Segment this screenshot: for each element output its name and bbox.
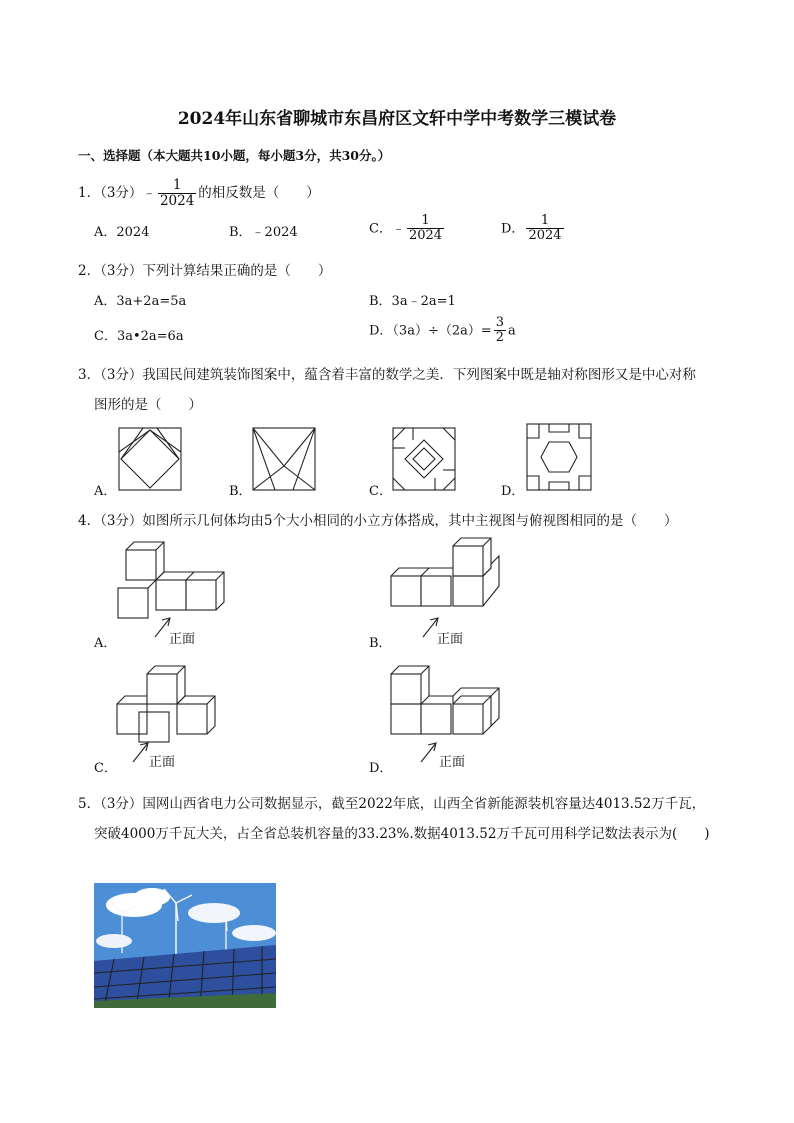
q3-pattern-c	[393, 428, 455, 490]
q3-option-c[interactable]: C．	[369, 484, 392, 499]
section-heading: 一、选择题（本大题共10小题，每小题3分，共30分。）	[78, 148, 391, 163]
q1-suffix: 的相反数是（ ）	[198, 184, 320, 201]
question-4-stem: 4．（3分）如图所示几何体均由5个大小相同的小立方体搭成，其中主视图与俯视图相同的是（ ）	[78, 513, 678, 529]
q2-option-a[interactable]: A．3a+2a=5a	[94, 294, 187, 309]
q4-figure-d	[391, 662, 507, 738]
q4-arrow-d	[419, 740, 439, 764]
q1-option-b[interactable]: B．﹣2024	[229, 225, 298, 240]
q4-arrow-c	[131, 740, 151, 764]
q2-option-b[interactable]: B．3a﹣2a=1	[369, 294, 456, 309]
q1-option-d[interactable]: D． $\frac{1}{2024}$	[501, 213, 562, 244]
q3-pattern-d	[527, 424, 591, 490]
q4-figure-b	[391, 538, 501, 612]
q4-front-label-c: 正面	[149, 755, 176, 770]
q4-figure-c	[117, 662, 227, 746]
q3-option-b[interactable]: B．	[229, 484, 252, 499]
q4-option-a[interactable]: A．	[94, 636, 117, 651]
q1-prefix: 1．（3分）	[78, 184, 143, 201]
q3-option-a[interactable]: A．	[94, 484, 117, 499]
q1-option-c[interactable]: C．﹣ $\frac{1}{2024}$	[369, 213, 443, 244]
question-2-stem: 2．（3分）下列计算结果正确的是（ ）	[78, 263, 332, 279]
question-3-stem-line1: 3．（3分）我国民间建筑装饰图案中，蕴含着丰富的数学之美．下列图案中既是轴对称图形又是中心对称	[78, 367, 696, 383]
q4-figure-a	[118, 538, 228, 626]
page-title: 2024年山东省聊城市东昌府区文轩中学中考数学三模试卷	[177, 109, 617, 129]
q3-pattern-a	[119, 428, 181, 490]
question-5-stem-line1: 5．（3分）国网山西省电力公司数据显示，截至2022年底，山西全省新能源装机容量达4013.52万千瓦，	[78, 796, 706, 812]
q2-option-c[interactable]: C．3a•2a=6a	[94, 329, 184, 344]
question-5-stem-line2: 突破4000万千瓦大关，占全省总装机容量的33.23%.数据4013.52万千瓦可用科学记数法表示为( )	[94, 826, 710, 842]
q1-fraction: $\frac{1}{2024}$	[159, 177, 195, 209]
q1-option-a[interactable]: A．2024	[94, 225, 150, 240]
question-3-stem-line2: 图形的是（ ）	[94, 397, 202, 413]
q4-front-label-b: 正面	[437, 632, 464, 647]
q4-option-b[interactable]: B．	[369, 636, 392, 651]
q4-front-label-d: 正面	[439, 755, 466, 770]
q3-pattern-b	[253, 428, 315, 490]
q4-option-d[interactable]: D．	[369, 761, 393, 776]
q4-front-label-a: 正面	[169, 632, 196, 647]
wind-solar-photo	[94, 883, 276, 1008]
question-1-stem	[78, 178, 320, 209]
q2-option-d[interactable]: D．（3a）÷（2a）= $\frac{3}{2}$ a	[369, 315, 516, 346]
q1-minus: ﹣	[142, 184, 156, 201]
q4-option-c[interactable]: C．	[94, 761, 117, 776]
q3-option-d[interactable]: D．	[501, 484, 525, 499]
